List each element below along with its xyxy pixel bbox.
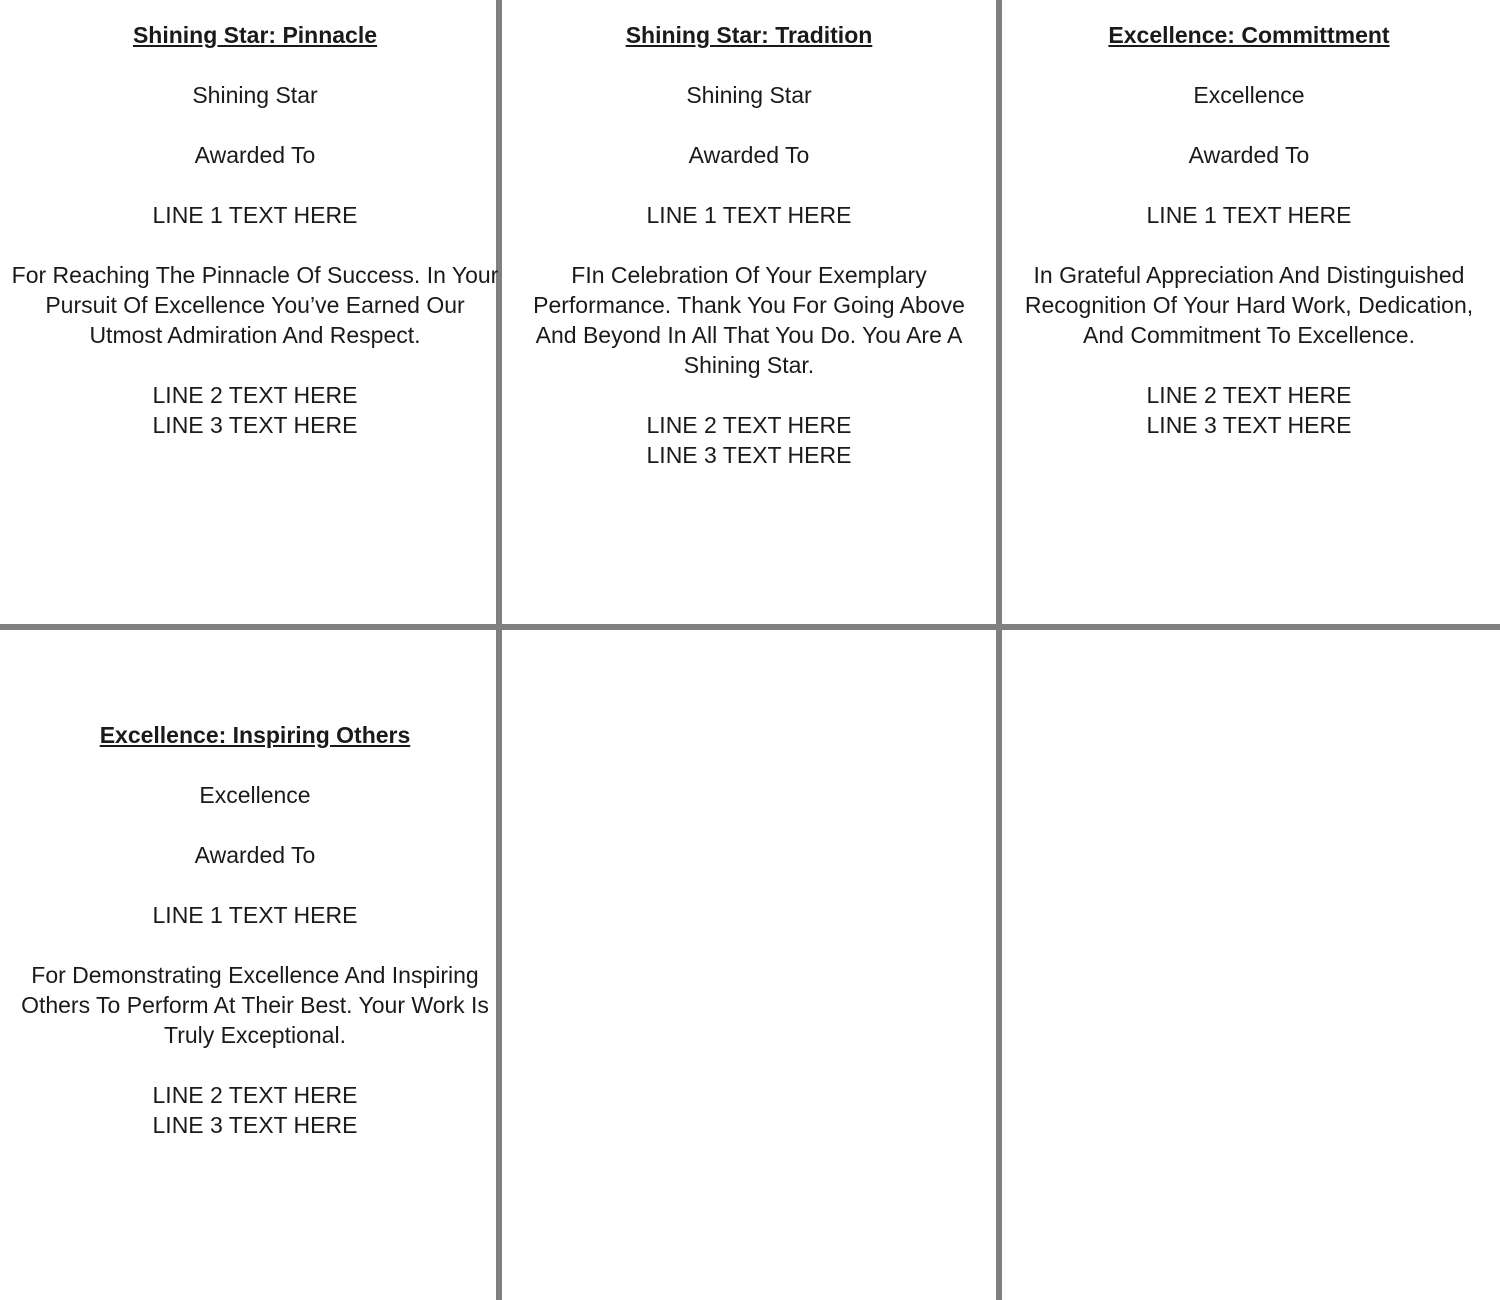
award-card-pinnacle [0,20,510,440]
line-3-placeholder: LINE 3 TEXT HERE [152,1112,358,1138]
card-title: Shining Star: Tradition [625,22,873,48]
line-2-placeholder: LINE 2 TEXT HERE [152,382,358,408]
awarded-to-label: Awarded To [194,142,316,168]
awarded-to-label: Awarded To [688,142,810,168]
line-2-placeholder: LINE 2 TEXT HERE [646,412,852,438]
award-name: Excellence [1193,82,1305,108]
line-1-placeholder: LINE 1 TEXT HERE [1146,202,1352,228]
line-3-placeholder: LINE 3 TEXT HERE [1146,412,1352,438]
award-description: For Reaching The Pinnacle Of Success. In Your Pursuit Of Excellence You’ve Earned Our Utmost Admiration And Respect. [11,262,499,348]
line-2-placeholder: LINE 2 TEXT HERE [152,1082,358,1108]
award-name: Shining Star [192,82,318,108]
award-name: Shining Star [686,82,812,108]
card-title: Excellence: Committment [1108,22,1390,48]
line-3-placeholder: LINE 3 TEXT HERE [646,442,852,468]
card-title: Shining Star: Pinnacle [132,22,378,48]
horizontal-divider [0,624,1500,630]
awarded-to-label: Awarded To [1188,142,1310,168]
awarded-to-label: Awarded To [194,842,316,868]
card-title: Excellence: Inspiring Others [99,722,411,748]
line-1-placeholder: LINE 1 TEXT HERE [646,202,852,228]
award-card-committment [1002,20,1496,440]
line-3-placeholder: LINE 3 TEXT HERE [152,412,358,438]
award-description: For Demonstrating Excellence And Inspiring Others To Perform At Their Best. Your Work Is Truly Exceptional. [21,962,489,1048]
award-name: Excellence [199,782,311,808]
line-1-placeholder: LINE 1 TEXT HERE [152,902,358,928]
award-card-tradition [502,20,996,470]
award-description: FIn Celebration Of Your Exemplary Performance. Thank You For Going Above And Beyond In All That You Do. You Are A Shining Star. [533,262,965,378]
line-2-placeholder: LINE 2 TEXT HERE [1146,382,1352,408]
award-card-inspiring-others [0,720,510,1140]
award-description: In Grateful Appreciation And Distinguished Recognition Of Your Hard Work, Dedication, And Commitment To Excellence. [1024,262,1474,348]
line-1-placeholder: LINE 1 TEXT HERE [152,202,358,228]
